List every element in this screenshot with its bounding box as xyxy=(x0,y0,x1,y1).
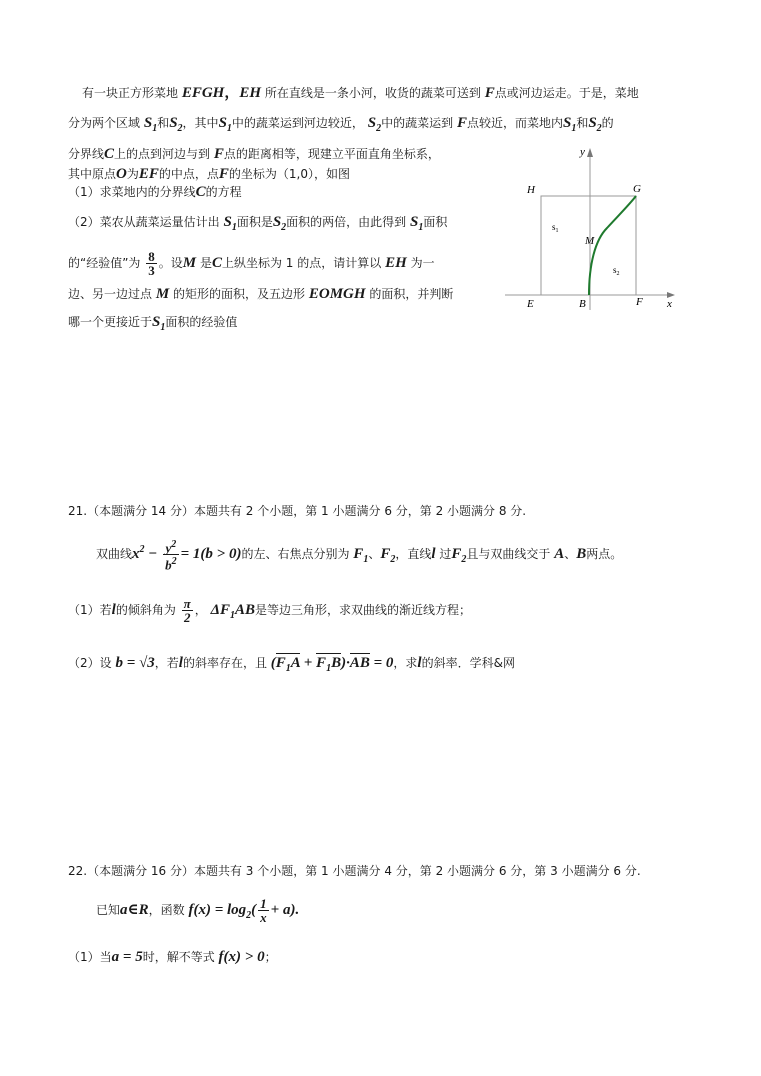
math-S1: $S_1$ xyxy=(143,115,158,134)
p20-text: 分为两个区域 xyxy=(68,116,141,130)
p21-text: ，直线 xyxy=(395,547,432,561)
math-M: M xyxy=(155,286,170,302)
comma: ， xyxy=(224,85,240,101)
math-M: M xyxy=(182,255,197,271)
math-C: C xyxy=(195,184,206,200)
p20-line-2 xyxy=(68,114,614,138)
math-a-in-R: a∈R xyxy=(120,902,149,918)
math-b-sqrt3: b = √3 xyxy=(115,655,155,671)
label-E: E xyxy=(527,298,534,310)
p20-q2-line-2 xyxy=(68,245,435,281)
math-C: C xyxy=(211,255,222,271)
p20-text: 边、另一边过点 xyxy=(68,287,153,301)
math-hyperbola-eq: $x^2$ − xyxy=(132,544,162,562)
label-M: M xyxy=(585,235,595,247)
math-l: l xyxy=(178,655,183,671)
p22-text: 时，解不等式 xyxy=(142,950,215,964)
p21-text: （2）设 xyxy=(68,656,112,670)
math-S1: $S_1$ xyxy=(562,115,577,134)
p21-text: ， xyxy=(194,603,207,617)
p20-text: 的面积，并判断 xyxy=(369,287,454,301)
math-S2: $S_2$ xyxy=(367,115,382,134)
boundary-curve-C xyxy=(589,196,636,295)
p20-text: 中的蔬菜运到河边较近， xyxy=(231,116,364,130)
fraction-y2-b2: $\frac{y^2}{b^2}$ xyxy=(165,538,177,573)
p21-q2 xyxy=(68,652,515,680)
p20-text: 的矩形的面积，及五边形 xyxy=(173,287,306,301)
label-H: H xyxy=(527,184,535,196)
p22-header: 22.（本题满分 16 分）本题共有 3 个小题，第 1 小题满分 4 分，第 2 小题满分 6 分，第 3 小题满分 6 分. xyxy=(68,864,641,878)
p21-text: 且与双曲线交于 xyxy=(466,547,551,561)
p21-text: 的斜率．学科&网 xyxy=(421,656,515,670)
p20-text: 点的距离相等，现建立平面直角坐标系， xyxy=(223,147,440,161)
p21-text: 的左、右焦点分别为 xyxy=(241,547,350,561)
p21-text: 是等边三角形，求双曲线的渐近线方程； xyxy=(255,603,472,617)
p20-line-4 xyxy=(68,165,350,183)
math-EF: EF xyxy=(138,166,159,182)
p20-text: 所在直线是一条小河，收货的蔬菜可送到 xyxy=(264,86,481,100)
math-triangle-F1AB: $\Delta F_1AB$ xyxy=(210,602,256,621)
p20-text: 和 xyxy=(157,116,170,130)
p20-text: 为 xyxy=(126,167,139,181)
p21-text: ，求 xyxy=(393,656,418,670)
math-C: C xyxy=(104,146,115,162)
p20-text: 上的点到河边与到 xyxy=(114,147,211,161)
p20-text: 面积是 xyxy=(236,215,273,229)
p20-text: 。设 xyxy=(158,256,183,270)
math-S1: $S_1$ xyxy=(152,314,166,333)
p21-stem: 双曲线$x^2$ − $\frac{y^2}{b^2}$ = 1(b > 0)的左、右焦点分别为 $F_1$、$F_2$，直线l 过$F_2$且与双曲线交于 A、B两点。 xyxy=(96,538,623,573)
math-S1: $S_1$ xyxy=(223,214,237,233)
p20-text: 中的蔬菜运到 xyxy=(381,116,454,130)
math-F: F xyxy=(484,85,495,101)
p20-text: 面积的经验值 xyxy=(165,315,238,329)
label-x: x xyxy=(667,298,672,310)
p20-text: 的坐标为（1,0），如图 xyxy=(228,167,351,181)
p22-text: 已知 xyxy=(96,903,121,917)
p21-text: 的倾斜角为 xyxy=(115,603,176,617)
p20-text: 和 xyxy=(576,116,589,130)
math-F2: $F_2$ xyxy=(451,546,467,565)
p20-q1 xyxy=(68,183,242,201)
p20-text: 其中原点 xyxy=(68,167,117,181)
math-vector-condition: $(F_1A + F_1B)\cdot AB$ xyxy=(270,655,370,674)
p20-text: 是 xyxy=(199,256,212,270)
p20-line-1 xyxy=(82,84,639,102)
p21-text: 双曲线 xyxy=(96,547,133,561)
p20-text: 上纵坐标为 1 的点，请计算以 xyxy=(221,256,382,270)
p20-text: 哪一个更接近于 xyxy=(68,315,153,329)
p20-text: 有一块正方形菜地 xyxy=(82,86,179,100)
p21-header: 21.（本题满分 14 分）本题共有 2 个小题，第 1 小题满分 6 分，第 2 小题满分 8 分. xyxy=(68,504,527,518)
math-F: F xyxy=(218,166,229,182)
p21-text: 的斜率存在，且 xyxy=(182,656,267,670)
p22-text: （1）当 xyxy=(68,950,112,964)
label-y: y xyxy=(580,146,585,158)
math-O: O xyxy=(116,166,127,182)
p20-text: 的 xyxy=(601,116,614,130)
math-EH: EH xyxy=(385,255,407,271)
math-A: A xyxy=(554,546,565,562)
label-s1: $s_1$ xyxy=(552,222,559,234)
p20-q2-line-4 xyxy=(68,313,237,337)
p20-text: 点较近，而菜地内 xyxy=(466,116,563,130)
p22-stem xyxy=(96,892,299,934)
label-s2: $s_2$ xyxy=(613,265,620,277)
p20-q2-line-1 xyxy=(68,213,447,237)
math-inequality: f(x) > 0 xyxy=(218,949,265,965)
p20-text: ，其中 xyxy=(182,116,219,130)
fraction-8-3: $\frac{8}{3}$ xyxy=(148,249,155,278)
math-plus-a: + a). xyxy=(270,902,300,918)
p22-text: ，函数 xyxy=(148,903,185,917)
math-S2: $S_2$ xyxy=(169,115,183,134)
math-F1: $F_1$ xyxy=(353,546,369,565)
math-S2: $S_2$ xyxy=(272,214,287,233)
math-l: l xyxy=(431,546,436,562)
p21-text: 两点。 xyxy=(586,547,623,561)
p20-text: 分界线 xyxy=(68,147,105,161)
fraction-1-x: $\frac{1}{x}$ xyxy=(260,896,267,925)
coordinate-figure xyxy=(505,145,685,315)
math-S1: $S_1$ xyxy=(218,115,232,134)
p20-line-3 xyxy=(68,145,440,163)
math-EOMGH: EOMGH xyxy=(308,286,366,302)
p21-text: ，若 xyxy=(154,656,179,670)
math-S1: $S_1$ xyxy=(410,214,424,233)
p21-text: （1）若 xyxy=(68,603,112,617)
math-B: B xyxy=(576,546,587,562)
p20-text: 为一 xyxy=(410,256,435,270)
p22-q1 xyxy=(68,948,277,966)
p21-text: 过 xyxy=(439,547,452,561)
math-F2: $F_2$ xyxy=(380,546,396,565)
math-a-equals-5: a = 5 xyxy=(111,949,143,965)
p20-text: 面积的两倍，由此得到 xyxy=(286,215,407,229)
p20-text: 的中点，点 xyxy=(158,167,219,181)
math-F: F xyxy=(213,146,224,162)
fraction-pi-2: $\frac{\pi}{2}$ xyxy=(183,596,191,625)
math-l: l xyxy=(111,602,116,618)
math-EH: EH xyxy=(239,85,262,101)
label-F: F xyxy=(636,296,643,308)
label-B: B xyxy=(579,298,586,310)
p20-text: （2）菜农从蔬菜运量估计出 xyxy=(68,215,220,229)
math-S2: $S_2$ xyxy=(588,115,602,134)
p21-q1 xyxy=(68,592,471,634)
p20-text: 点或河边运走。于是，菜地 xyxy=(494,86,639,100)
p20-text: 的“经验值”为 xyxy=(68,256,141,270)
y-axis-arrow xyxy=(587,148,593,157)
p20-q2-line-3 xyxy=(68,285,453,303)
math-F: F xyxy=(456,115,467,131)
math-EFGH: EFGH xyxy=(181,85,225,101)
p20-text: 的方程 xyxy=(205,185,242,199)
label-G: G xyxy=(633,183,641,195)
math-function-f: $f(x) = \log_2$( xyxy=(188,902,257,921)
math-eq-rest: = 1(b > 0) xyxy=(180,546,242,562)
p22-text: ； xyxy=(264,950,277,964)
p20-text: （1）求菜地内的分界线 xyxy=(68,185,196,199)
math-eq-zero: = 0 xyxy=(373,655,394,671)
p20-text: 面积 xyxy=(423,215,448,229)
math-l: l xyxy=(417,655,422,671)
